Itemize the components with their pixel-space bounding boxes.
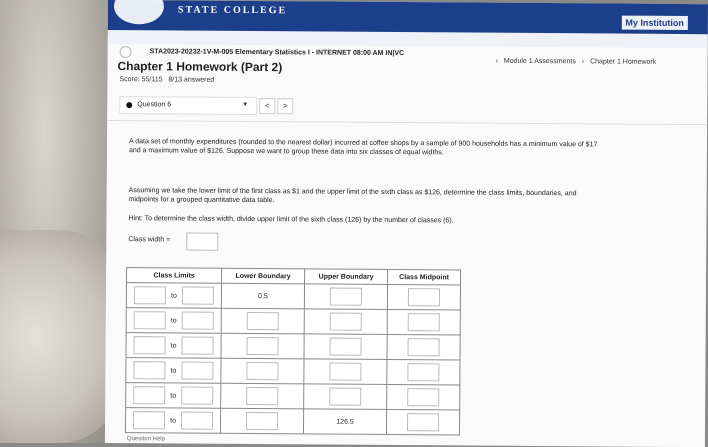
lower-limit-input[interactable] xyxy=(133,361,165,379)
answer-table xyxy=(125,267,461,435)
class-limits-cell xyxy=(126,383,221,409)
breadcrumb-separator-icon: › xyxy=(581,58,585,66)
to-label: to xyxy=(170,391,177,399)
midpoint-cell xyxy=(387,284,460,310)
college-name: STATE COLLEGE xyxy=(177,4,288,17)
upper-limit-input[interactable] xyxy=(182,287,214,305)
lower-boundary-input[interactable] xyxy=(246,387,278,405)
upper-limit-input[interactable] xyxy=(181,362,213,380)
lower-boundary-cell xyxy=(221,333,304,359)
class-limits-cell xyxy=(126,283,221,309)
midpoint-cell xyxy=(387,384,460,410)
prev-question-button[interactable]: < xyxy=(259,98,275,114)
class-limits-cell xyxy=(126,308,221,334)
lower-limit-input[interactable] xyxy=(133,386,165,404)
score-line xyxy=(119,76,214,84)
upper-boundary-input[interactable] xyxy=(330,288,362,306)
breadcrumb-separator-icon: › xyxy=(495,57,498,65)
class-limits-cell xyxy=(126,333,221,359)
browser-screen xyxy=(105,0,708,447)
lower-boundary-cell xyxy=(221,383,304,409)
next-question-button[interactable]: > xyxy=(277,98,293,114)
midpoint-input[interactable] xyxy=(407,388,439,406)
score: Score: 55/115 xyxy=(119,76,163,84)
background-fur-fold xyxy=(0,230,120,443)
upper-boundary-cell xyxy=(304,334,387,360)
midpoint-cell xyxy=(386,409,459,435)
lower-boundary-input[interactable] xyxy=(246,412,278,430)
to-label: to xyxy=(170,416,177,424)
upper-boundary-input[interactable] xyxy=(329,388,361,406)
upper-boundary-input[interactable] xyxy=(330,338,362,356)
table-row xyxy=(126,383,460,410)
midpoint-cell xyxy=(387,309,460,335)
table-row xyxy=(126,283,460,310)
table-row xyxy=(125,408,459,435)
upper-limit-input[interactable] xyxy=(181,387,213,405)
lower-limit-input[interactable] xyxy=(134,311,166,329)
to-label: to xyxy=(170,291,177,299)
lower-boundary-cell xyxy=(220,408,303,434)
header-upper-boundary: Upper Boundary xyxy=(305,269,388,285)
answered-count: 8/13 answered xyxy=(168,76,215,84)
upper-boundary-cell xyxy=(304,384,387,410)
question-help-link[interactable]: Question Help xyxy=(126,436,165,443)
upper-boundary-cell xyxy=(304,359,387,385)
midpoint-input[interactable] xyxy=(408,313,440,331)
my-institution-link[interactable]: My Institution xyxy=(621,16,688,30)
upper-boundary-input[interactable] xyxy=(329,363,361,381)
upper-limit-input[interactable] xyxy=(182,312,214,330)
header-class-midpoint: Class Midpoint xyxy=(388,269,461,285)
upper-boundary-input[interactable] xyxy=(330,313,362,331)
breadcrumb xyxy=(496,58,661,66)
top-strip xyxy=(108,30,708,48)
question-text: A data set of monthly expenditures (rounded to the nearest dollar) incurred at coffee shops by a sample of 900 households has a minimum value of $17 and a maximum value of $126. Suppose we want to group these data into six classes of equal widths. xyxy=(128,138,598,157)
table-row xyxy=(126,358,460,385)
question-label: Question 6 xyxy=(137,101,172,109)
status-dot-icon xyxy=(126,102,132,108)
midpoint-input[interactable] xyxy=(408,288,440,306)
class-limits-cell xyxy=(125,408,220,434)
lower-limit-input[interactable] xyxy=(134,336,166,354)
to-label: to xyxy=(170,316,177,324)
class-width-label: Class width = xyxy=(128,236,171,244)
lower-boundary-cell xyxy=(221,358,304,384)
course-title: STA2023-20232-1V-M-005 Elementary Statistics I - INTERNET 08:00 AM IN|VC xyxy=(149,48,405,58)
question-instructions: Assuming we take the lower limit of the first class as $1 and the upper limit of the sixth class as $126, determine the class limits, boundaries, and midpoints for a grouped quantitative data table. xyxy=(128,187,577,205)
midpoint-input[interactable] xyxy=(407,363,439,381)
class-limits-cell xyxy=(126,358,221,384)
question-hint: Hint: To determine the class width, divide upper limit of the sixth class (126) by the number of classes (6). xyxy=(128,215,454,225)
to-label: to xyxy=(170,341,177,349)
divider xyxy=(107,120,707,125)
midpoint-cell xyxy=(387,359,460,385)
question-selector[interactable] xyxy=(119,96,257,115)
breadcrumb-module[interactable]: Module 1 Assessments xyxy=(503,57,576,66)
lower-boundary-input[interactable] xyxy=(246,362,278,380)
upper-boundary-cell: 126.5 xyxy=(303,409,386,435)
header-lower-boundary: Lower Boundary xyxy=(222,268,305,284)
breadcrumb-chapter[interactable]: Chapter 1 Homework xyxy=(590,58,657,66)
college-logo-icon xyxy=(114,0,164,24)
course-icon xyxy=(120,46,132,58)
lower-boundary-input[interactable] xyxy=(247,337,279,355)
table-row xyxy=(126,308,460,335)
header-class-limits: Class Limits xyxy=(127,268,222,284)
lower-boundary-input[interactable] xyxy=(247,312,279,330)
page-title: Chapter 1 Homework (Part 2) xyxy=(117,59,283,75)
institution-trailing[interactable]: C xyxy=(699,16,706,27)
midpoint-input[interactable] xyxy=(407,413,439,431)
table-row xyxy=(126,333,460,360)
upper-boundary-cell xyxy=(304,309,387,335)
upper-limit-input[interactable] xyxy=(181,412,213,430)
lower-boundary-cell: 0.5 xyxy=(221,283,304,309)
midpoint-input[interactable] xyxy=(408,338,440,356)
chevron-down-icon: ▼ xyxy=(242,101,249,108)
class-width-input[interactable] xyxy=(186,233,218,251)
midpoint-cell xyxy=(387,334,460,360)
to-label: to xyxy=(170,366,177,374)
lower-limit-input[interactable] xyxy=(134,286,166,304)
upper-boundary-cell xyxy=(304,284,387,310)
lower-limit-input[interactable] xyxy=(133,411,165,429)
upper-limit-input[interactable] xyxy=(181,337,213,355)
lower-boundary-cell xyxy=(221,308,304,334)
